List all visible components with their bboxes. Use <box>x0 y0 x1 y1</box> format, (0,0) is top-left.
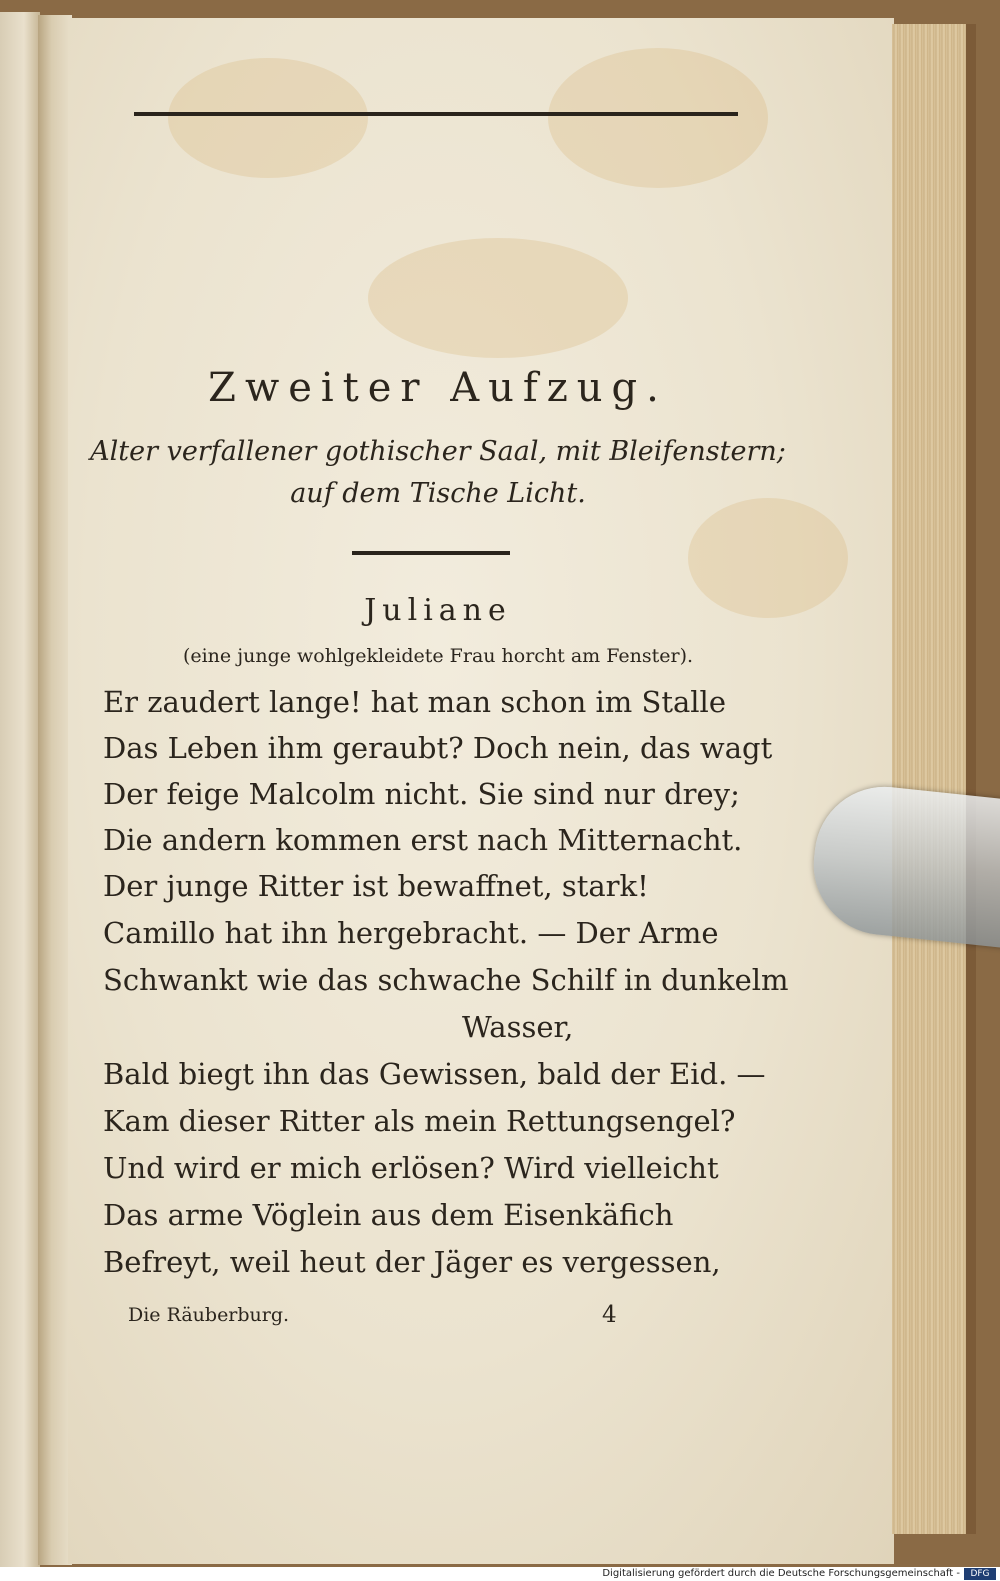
verse-line: Kam dieser Ritter als mein Rettungsengel? <box>103 1104 736 1138</box>
verse-line: Er zaudert lange! hat man schon im Stalle <box>103 685 726 719</box>
verse-line: Der junge Ritter ist bewaffnet, stark! <box>103 869 649 903</box>
book-gutter <box>38 15 72 1565</box>
scene-description-line: Alter verfallener gothischer Saal, mit Bleifenstern; <box>90 436 786 467</box>
signature-mark: 4 <box>602 1302 617 1328</box>
page-edges <box>892 24 976 1534</box>
header-rule <box>134 112 738 116</box>
section-rule <box>352 551 510 555</box>
funding-credit: Digitalisierung gefördert durch die Deutsche Forschungsgemeinschaft - <box>602 1568 960 1579</box>
stage-direction: (eine junge wohlgekleidete Frau horcht am Fenster). <box>182 645 694 667</box>
speaker-name: Juliane <box>364 593 512 628</box>
verse-line: Befreyt, weil heut der Jäger es vergessen, <box>103 1245 721 1279</box>
verse-line: Camillo hat ihn hergebracht. — Der Arme <box>103 916 719 950</box>
verse-line: Das arme Vöglein aus dem Eisenkäfich <box>103 1198 674 1232</box>
verse-line: Die andern kommen erst nach Mitternacht. <box>103 823 743 857</box>
verse-continuation: Wasser, <box>462 1010 574 1044</box>
dfg-logo: DFG <box>964 1568 996 1580</box>
verse-line: Schwankt wie das schwache Schilf in dunkelm <box>103 963 789 997</box>
left-page-edge <box>0 12 40 1567</box>
credit-bar <box>0 1567 1000 1581</box>
verse-line: Das Leben ihm geraubt? Doch nein, das wagt <box>103 731 773 765</box>
verse-line: Und wird er mich erlösen? Wird vielleicht <box>103 1151 719 1185</box>
running-footer-title: Die Räuberburg. <box>128 1304 290 1326</box>
verse-line: Der feige Malcolm nicht. Sie sind nur drey; <box>103 777 740 811</box>
act-title: Zweiter Aufzug. <box>208 365 668 411</box>
scene-description-line: auf dem Tische Licht. <box>290 478 586 509</box>
verse-line: Bald biegt ihn das Gewissen, bald der Eid. — <box>103 1057 766 1091</box>
